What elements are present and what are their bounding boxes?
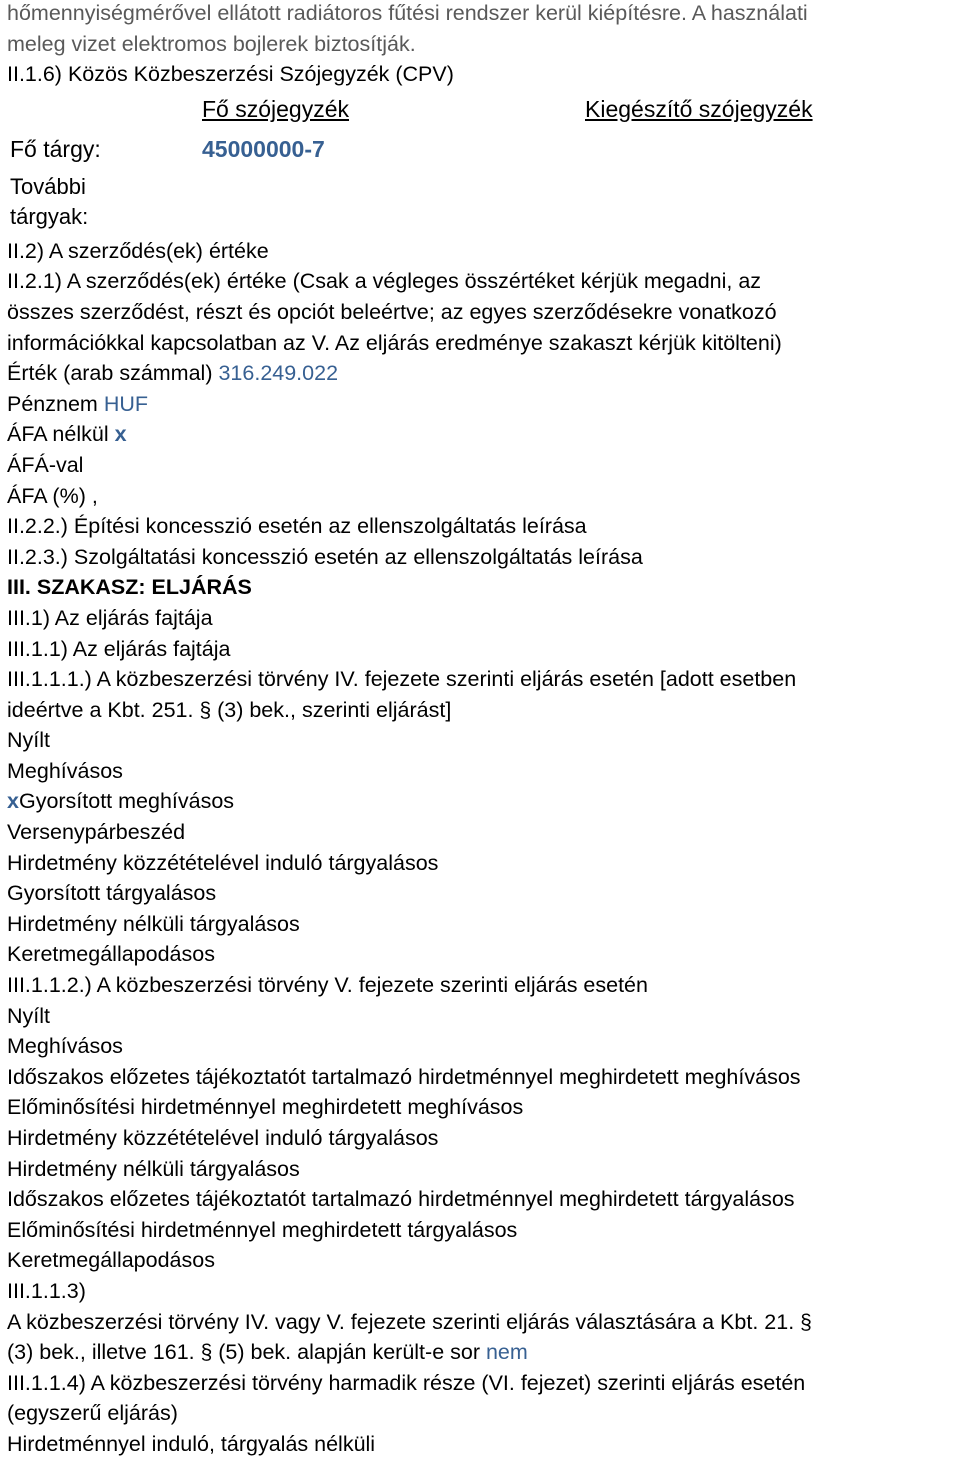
further-objects-label <box>7 170 953 236</box>
amount-label: Érték (arab számmal) <box>7 361 219 386</box>
main-object-row <box>7 130 953 170</box>
p1113-line-2-b: , illetve 161. <box>79 1340 195 1365</box>
list2-prequal-negotiated: Előminősítési hirdetménnyel meghirdetett tárgyalásos <box>7 1217 518 1242</box>
accelerated-invitation-label: Gyorsított meghívásos <box>18 789 235 814</box>
p1111-line-2-a: ideértve a Kbt. 251. <box>7 697 200 722</box>
p1111-line-1-a: III.1.1.1.) A közbeszerzési törvény IV. <box>7 667 359 692</box>
list2-invitation: Meghívásos <box>7 1034 123 1059</box>
main-object-code: 45000000-7 <box>202 135 325 162</box>
amount-row <box>7 358 953 389</box>
list2-framework: Keretmegállapodásos <box>7 1248 215 1273</box>
intro-line-2: meleg vizet elektromos bojlerek biztosítják. <box>7 31 416 56</box>
value-heading: II.2) A szerződés(ek) értéke <box>7 238 269 263</box>
p1113-line-2-a: (3) bek. <box>7 1340 80 1365</box>
value-sub-line-1: II.2.1) A szerződés(ek) értéke (Csak a végleges összértéket kérjük megadni, az <box>7 269 762 294</box>
list1-accelerated-invitation <box>7 786 953 817</box>
p1111-line-1-b: fejezete szerinti eljárás esetén [adott esetben <box>358 667 797 692</box>
section-3-title: III. SZAKASZ: ELJÁRÁS <box>7 575 252 600</box>
currency-value: HUF <box>103 391 148 416</box>
accelerated-mark: x <box>7 789 19 814</box>
list1-negotiated-with-notice: Hirdetmény közzétételével induló tárgyalásos <box>7 850 439 875</box>
p1111-line-2 <box>7 695 953 726</box>
p1113-answer: nem <box>485 1340 528 1365</box>
list2-open: Nyílt <box>7 1003 50 1028</box>
procedure-type-11: III.1.1) Az eljárás fajtája <box>7 636 231 661</box>
intro-line-1: hőmennyiségmérővel ellátott radiátoros fűtési rendszer kerül kiépítésre. A használati <box>7 1 808 25</box>
p1114-line-1-a: III.1.1.4) A közbeszerzési törvény harmadik része (VI. <box>7 1370 515 1395</box>
p1113-line-1-c: fejezete szerinti eljárás választására a Kbt. 21. <box>344 1309 795 1334</box>
list2-prequal-invitation: Előminősítési hirdetménnyel meghirdetett meghívásos <box>7 1095 524 1120</box>
p1114-line-1 <box>7 1368 953 1399</box>
supplementary-vocab-label: Kiegészítő szójegyzék <box>585 95 813 122</box>
vat-percent-row: ÁFA (%) , <box>7 483 98 508</box>
p1114-line-1-b: fejezet) szerinti eljárás esetén <box>514 1370 806 1395</box>
concession-works-line: II.2.2.) Építési koncesszió esetén az ellenszolgáltatás leírása <box>7 514 587 539</box>
currency-label: Pénznem <box>7 391 104 416</box>
p1111-line-2-b: (3) bek. <box>211 697 290 722</box>
p1113-line-1-b: vagy V. <box>269 1309 345 1334</box>
p1113-heading: III.1.1.3) <box>7 1278 86 1303</box>
list1-dialogue: Versenypárbeszéd <box>7 820 186 845</box>
p1112-a: III.1.1.2.) A közbeszerzési törvény V. <box>7 973 353 998</box>
section-sign-icon: § <box>200 1341 213 1365</box>
list2-periodic-negotiated: Időszakos előzetes tájékoztatót tartalmazó hirdetménnyel meghirdetett tárgyalásos <box>7 1187 795 1212</box>
further-label-line-1: További <box>10 173 86 199</box>
section-sign-icon: § <box>199 698 212 722</box>
p1111-line-2-c: , szerinti eljárást] <box>290 697 452 722</box>
last-line: Hirdetménnyel induló, tárgyalás nélküli <box>7 1431 376 1456</box>
main-object-label: Fő tárgy: <box>10 135 101 162</box>
p1113-line-2-d: alapján került-e sor <box>291 1340 486 1365</box>
currency-row <box>7 389 953 420</box>
further-label-line-2: tárgyak: <box>10 203 89 229</box>
p1112-line <box>7 970 953 1001</box>
no-vat-label: ÁFA nélkül <box>7 422 115 447</box>
list1-negotiated-without-notice: Hirdetmény nélküli tárgyalásos <box>7 911 300 936</box>
cpv-heading: II.1.6) Közös Közbeszerzési Szójegyzék (CPV) <box>7 62 454 87</box>
main-vocab-label: Fő szójegyzék <box>202 95 350 122</box>
list1-framework: Keretmegállapodásos <box>7 942 215 967</box>
p1114-line-2: (egyszerű eljárás) <box>7 1401 178 1426</box>
list2-negotiated-without-notice: Hirdetmény nélküli tárgyalásos <box>7 1156 300 1181</box>
section-sign-icon: § <box>800 1310 812 1334</box>
value-sub-line-2: összes szerződést, részt és opciót beleértve; az egyes szerződésekre vonatkozó <box>7 299 777 324</box>
p1112-b: fejezete szerinti eljárás esetén <box>352 973 648 998</box>
list1-invitation: Meghívásos <box>7 758 123 783</box>
list2-periodic-invitation: Időszakos előzetes tájékoztatót tartalmazó hirdetménnyel meghirdetett meghívásos <box>7 1064 801 1089</box>
list1-accelerated-negotiated: Gyorsított tárgyalásos <box>7 881 217 906</box>
amount-value: 316.249.022 <box>218 361 339 386</box>
list1-open: Nyílt <box>7 728 50 753</box>
value-sub-line-3: információkkal kapcsolatban az V. Az eljárás eredménye szakaszt kérjük kitölteni) <box>7 330 782 355</box>
p1113-line-2-c: (5) bek. <box>212 1340 292 1365</box>
p1113-line-2 <box>7 1337 953 1368</box>
p1113-line-1-a: A közbeszerzési törvény IV. <box>7 1309 270 1334</box>
p1113-line-1 <box>7 1307 953 1338</box>
with-vat-row: ÁFÁ-val <box>7 452 84 477</box>
cpv-vocab-header-row <box>7 90 953 130</box>
procedure-type-1: III.1) Az eljárás fajtája <box>7 605 213 630</box>
concession-services-line: II.2.3.) Szolgáltatási koncesszió esetén az ellenszolgáltatás leírása <box>7 544 643 569</box>
p1111-line-1 <box>7 664 953 695</box>
document-page <box>7 0 953 1460</box>
no-vat-row <box>7 419 953 450</box>
list2-negotiated-with-notice: Hirdetmény közzétételével induló tárgyalásos <box>7 1126 439 1150</box>
no-vat-mark: x <box>114 422 127 447</box>
